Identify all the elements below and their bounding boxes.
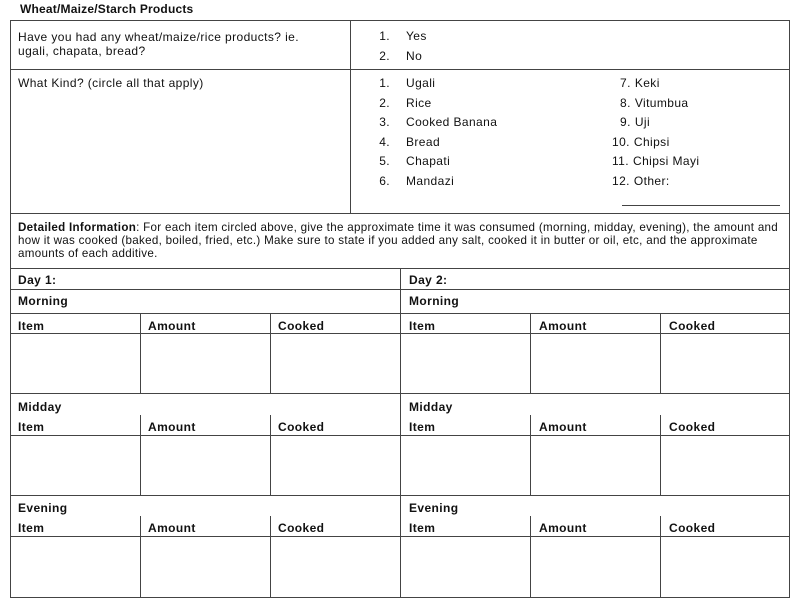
d2-midday-amount-header: Amount <box>539 420 587 434</box>
option-chapati[interactable]: 5. Chapati <box>379 154 451 168</box>
divider-q1 <box>10 69 790 70</box>
day-2-midday-label: Midday <box>409 400 453 414</box>
option-chipsi-mayi[interactable]: 11. Chipsi Mayi <box>612 154 700 168</box>
divider-q2 <box>10 213 790 214</box>
col-divider-d2-evening-2 <box>660 516 661 598</box>
divider-morning-cols <box>10 333 790 334</box>
d1-evening-item-header: Item <box>18 521 45 535</box>
d1-evening-cooked-header: Cooked <box>278 521 325 535</box>
form-title: Wheat/Maize/Starch Products <box>20 2 194 16</box>
option-other[interactable]: 12. Other: <box>612 173 670 188</box>
option-rice[interactable]: 2. Rice <box>379 95 432 110</box>
d2-evening-cooked-header: Cooked <box>669 521 716 535</box>
divider-morning-end <box>10 393 790 394</box>
d1-morning-amount-header: Amount <box>148 319 196 333</box>
d1-evening-amount-header: Amount <box>148 521 196 535</box>
col-divider-d1-morning-1 <box>140 313 141 393</box>
col-divider-d1-evening-2 <box>270 516 271 598</box>
option-cooked-banana[interactable]: 3. Cooked Banana <box>379 115 498 129</box>
option-uji[interactable]: 9. Uji <box>620 115 651 129</box>
divider-midday-cols <box>10 435 790 436</box>
d2-evening-item-header: Item <box>409 521 436 535</box>
option-keki[interactable]: 7. Keki <box>620 76 660 90</box>
option-mandazi[interactable]: 6. Mandazi <box>379 173 455 188</box>
day-2-morning-label: Morning <box>409 294 460 308</box>
kind-options-left <box>362 76 497 193</box>
col-divider-d2-midday-1 <box>530 415 531 495</box>
other-write-in-line[interactable] <box>622 205 780 206</box>
col-divider-d1-evening-1 <box>140 516 141 598</box>
option-bread[interactable]: 4. Bread <box>379 134 441 149</box>
d2-midday-item-header: Item <box>409 420 436 434</box>
question-had-wheat-products: Have you had any wheat/maize/rice products? ie. ugali, chapata, bread? <box>18 30 299 58</box>
detailed-information-heading: Detailed Information <box>18 221 137 234</box>
d2-morning-amount-header: Amount <box>539 319 587 333</box>
day-1-label: Day 1: <box>18 273 57 287</box>
d2-evening-amount-header: Amount <box>539 521 587 535</box>
question-what-kind: What Kind? (circle all that apply) <box>18 76 204 90</box>
option-vitumbua[interactable]: 8. Vitumbua <box>620 95 689 110</box>
d2-morning-item-header: Item <box>409 319 436 333</box>
detailed-information <box>18 221 782 260</box>
d2-midday-cooked-header: Cooked <box>669 420 716 434</box>
day-2-evening-label: Evening <box>409 501 459 515</box>
divider-midday-end <box>10 495 790 496</box>
col-divider-d2-morning-1 <box>530 313 531 393</box>
yes-no-options <box>362 29 427 68</box>
day-2-label: Day 2: <box>409 273 448 287</box>
detailed-information-text: : For each item circled above, give the approximate time it was consumed (morning, midday, evening), the amount and how it was cooked (baked, boiled, fried, etc.) Make sure to state if you added any salt, cooked it in butter or oil, etc, and the approximate amounts of each additive. <box>18 221 779 260</box>
option-no[interactable]: 2. No <box>379 48 423 63</box>
kind-options-right <box>612 76 699 193</box>
divider-day-columns <box>400 268 401 598</box>
day-1-midday-label: Midday <box>18 400 62 414</box>
col-divider-d1-midday-2 <box>270 415 271 495</box>
col-divider-d2-morning-2 <box>660 313 661 393</box>
day-1-morning-label: Morning <box>18 294 69 308</box>
d1-midday-item-header: Item <box>18 420 45 434</box>
d1-midday-cooked-header: Cooked <box>278 420 325 434</box>
d1-morning-cooked-header: Cooked <box>278 319 325 333</box>
option-ugali[interactable]: 1. Ugali <box>379 76 436 90</box>
d1-midday-amount-header: Amount <box>148 420 196 434</box>
day-1-evening-label: Evening <box>18 501 68 515</box>
d1-morning-item-header: Item <box>18 319 45 333</box>
divider-morning-header <box>10 313 790 314</box>
col-divider-d2-evening-1 <box>530 516 531 598</box>
divider-day-label <box>10 289 790 290</box>
option-yes[interactable]: 1. Yes <box>379 29 427 43</box>
col-divider-d2-midday-2 <box>660 415 661 495</box>
d2-morning-cooked-header: Cooked <box>669 319 716 333</box>
option-chipsi[interactable]: 10. Chipsi <box>612 134 670 149</box>
col-divider-d1-midday-1 <box>140 415 141 495</box>
divider-question-options <box>350 20 351 213</box>
divider-evening-cols <box>10 536 790 537</box>
col-divider-d1-morning-2 <box>270 313 271 393</box>
